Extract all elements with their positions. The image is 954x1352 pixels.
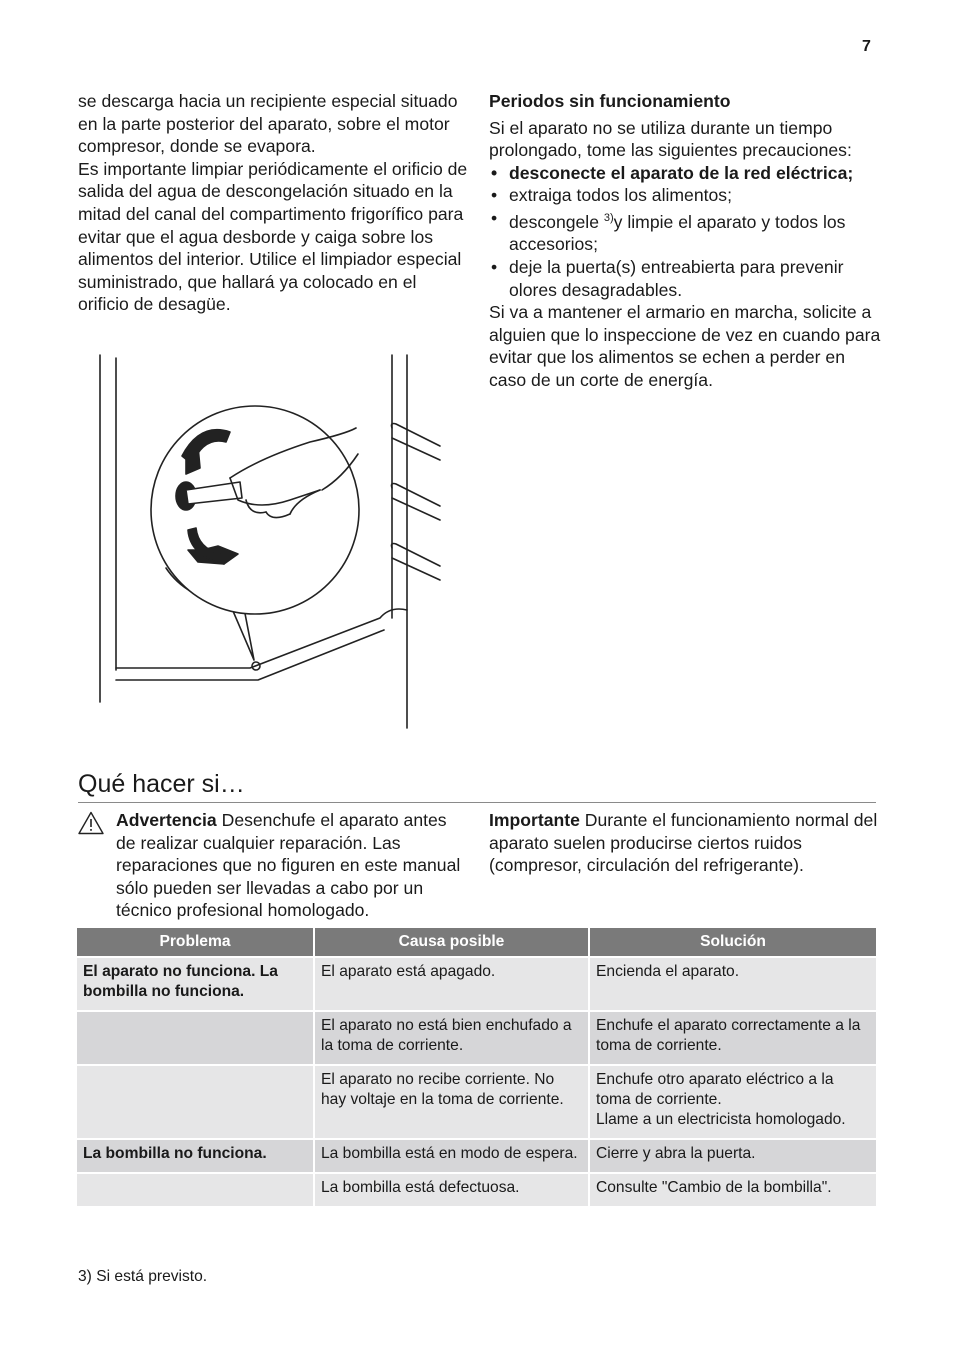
problem-cell: El aparato no funciona. La bombilla no funciona. <box>77 957 314 1011</box>
bullet-icon: • <box>491 162 498 183</box>
column-header: Solución <box>589 928 876 957</box>
list-item-text: descongele <box>509 211 604 232</box>
bullet-icon: • <box>491 207 498 228</box>
paragraph: Si va a mantener el armario en marcha, solicite a alguien que lo inspeccione de vez en cuando para evitar que los alimentos se echen a perder en caso de un corte de energía. <box>489 302 881 390</box>
problem-cell <box>77 1173 314 1206</box>
paragraph: Es importante limpiar periódicamente el orificio de salida del agua de descongelación situado en la mitad del canal del compartimento frigorífico para evitar que el agua desborde y caiga sobre los alimentos del interior. Utilice el limpiador especial suministrado, que hallará ya colocado en el orificio de desagüe. <box>78 158 468 315</box>
list-item-text: y limpie el aparato y todos los accesorios; <box>509 211 846 255</box>
section-heading: Periodos sin funcionamiento <box>489 91 731 111</box>
warning-text: Desenchufe el aparato antes de realizar cualquier reparación. Las reparaciones que no figuren en este manual sólo pueden ser llevadas a cabo por un técnico profesional homologado. <box>116 810 461 921</box>
page-title: Qué hacer si… <box>78 770 245 798</box>
cause-cell: El aparato no recibe corriente. No hay voltaje en la toma de corriente. <box>314 1065 589 1139</box>
table-row <box>77 1139 876 1173</box>
solution-cell: Consulte "Cambio de la bombilla". <box>589 1173 876 1206</box>
solution-cell: Enchufe el aparato correctamente a la toma de corriente. <box>589 1011 876 1065</box>
left-column <box>78 90 470 316</box>
column-header: Causa posible <box>314 928 589 957</box>
cause-cell: El aparato está apagado. <box>314 957 589 1011</box>
paragraph: Si el aparato no se utiliza durante un tiempo prolongado, tome las siguientes precauciones: <box>489 117 852 161</box>
list-item-text: extraiga todos los alimentos; <box>509 185 732 206</box>
problem-cell <box>77 1011 314 1065</box>
list-item-text: deje la puerta(s) entreabierta para prevenir olores desagradables. <box>509 257 844 300</box>
footnote-ref: 3) <box>603 211 614 224</box>
table-row <box>77 957 876 1011</box>
warning-triangle-icon <box>78 811 104 835</box>
table-row <box>77 1065 876 1139</box>
important-text: Durante el funcionamiento normal del aparato suelen producirse ciertos ruidos (compresor, circulación del refrigerante). <box>489 810 878 876</box>
solution-cell: Enchufe otro aparato eléctrico a la toma de corriente. Llame a un electricista homologado. <box>589 1065 876 1139</box>
warning-note <box>78 809 470 922</box>
solution-cell: Cierre y abra la puerta. <box>589 1139 876 1173</box>
table-row <box>77 1011 876 1065</box>
cause-cell: La bombilla está defectuosa. <box>314 1173 589 1206</box>
important-note <box>489 809 881 877</box>
right-column <box>489 90 881 392</box>
list-item-text: desconecte el aparato de la red eléctrica; <box>509 162 854 183</box>
drain-cleaning-illustration <box>90 350 450 735</box>
troubleshooting-table <box>77 928 876 1206</box>
footnote: 3) Si está previsto. <box>78 1268 208 1285</box>
cause-cell: El aparato no está bien enchufado a la toma de corriente. <box>314 1011 589 1065</box>
table-row <box>77 1173 876 1206</box>
warning-label: Advertencia <box>116 810 217 830</box>
problem-cell <box>77 1065 314 1139</box>
bullet-icon: • <box>491 185 498 206</box>
solution-cell: Encienda el aparato. <box>589 957 876 1011</box>
bullet-icon: • <box>491 257 498 278</box>
page-number: 7 <box>862 38 871 55</box>
list-item <box>489 162 881 185</box>
paragraph: se descarga hacia un recipiente especial situado en la parte posterior del aparato, sobre el motor compresor, donde se evapora. <box>78 91 458 157</box>
list-item <box>489 256 881 301</box>
title-divider <box>78 802 876 803</box>
cause-cell: La bombilla está en modo de espera. <box>314 1139 589 1173</box>
important-label: Importante <box>489 810 580 830</box>
list-item <box>489 207 881 256</box>
precautions-list <box>489 162 881 301</box>
list-item <box>489 184 881 207</box>
table-header-row <box>77 928 876 957</box>
column-header: Problema <box>77 928 314 957</box>
problem-cell: La bombilla no funciona. <box>77 1139 314 1173</box>
